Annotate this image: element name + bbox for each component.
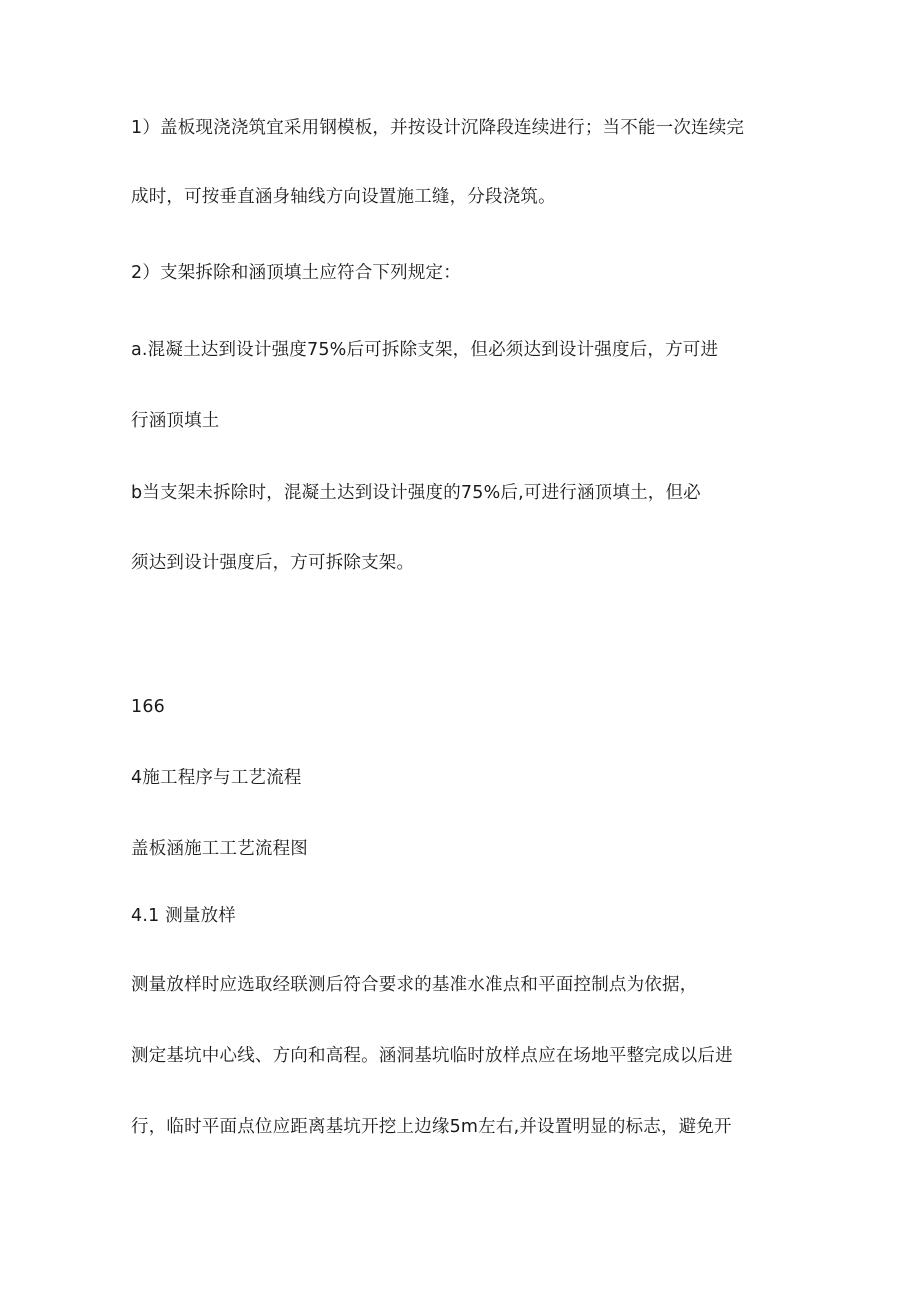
item-b-line-1: b当支架未拆除时，混凝土达到设计强度的75%后,可进行涵顶填土，但必 <box>131 483 701 503</box>
item-a-line-1: a.混凝土达到设计强度75%后可拆除支架，但必须达到设计强度后，方可进 <box>131 340 719 360</box>
body-line-2: 测定基坑中心线、方向和高程。涵洞基坑临时放样点应在场地平整完成以后进 <box>131 1046 733 1066</box>
body-line-3: 行，临时平面点位应距离基坑开挖上边缘5m左右,并设置明显的标志，避免开 <box>131 1117 732 1137</box>
paragraph-2-heading: 2）支架拆除和涵顶填土应符合下列规定： <box>131 263 461 283</box>
body-line-1: 测量放样时应选取经联测后符合要求的基准水准点和平面控制点为依据， <box>131 975 698 995</box>
item-b-line-2: 须达到设计强度后，方可拆除支架。 <box>131 553 415 573</box>
section-heading: 4施工程序与工艺流程 <box>131 768 302 788</box>
paragraph-1-line-1: 1）盖板现浇浇筑宜采用钢模板，并按设计沉降段连续进行；当不能一次连续完 <box>131 118 745 138</box>
page-number: 166 <box>131 697 166 717</box>
item-a-line-2: 行涵顶填土 <box>131 411 220 431</box>
paragraph-1-line-2: 成时，可按垂直涵身轴线方向设置施工缝，分段浇筑。 <box>131 187 556 207</box>
subsection-heading: 4.1 测量放样 <box>131 906 236 926</box>
flowchart-title: 盖板涵施工工艺流程图 <box>131 839 308 859</box>
